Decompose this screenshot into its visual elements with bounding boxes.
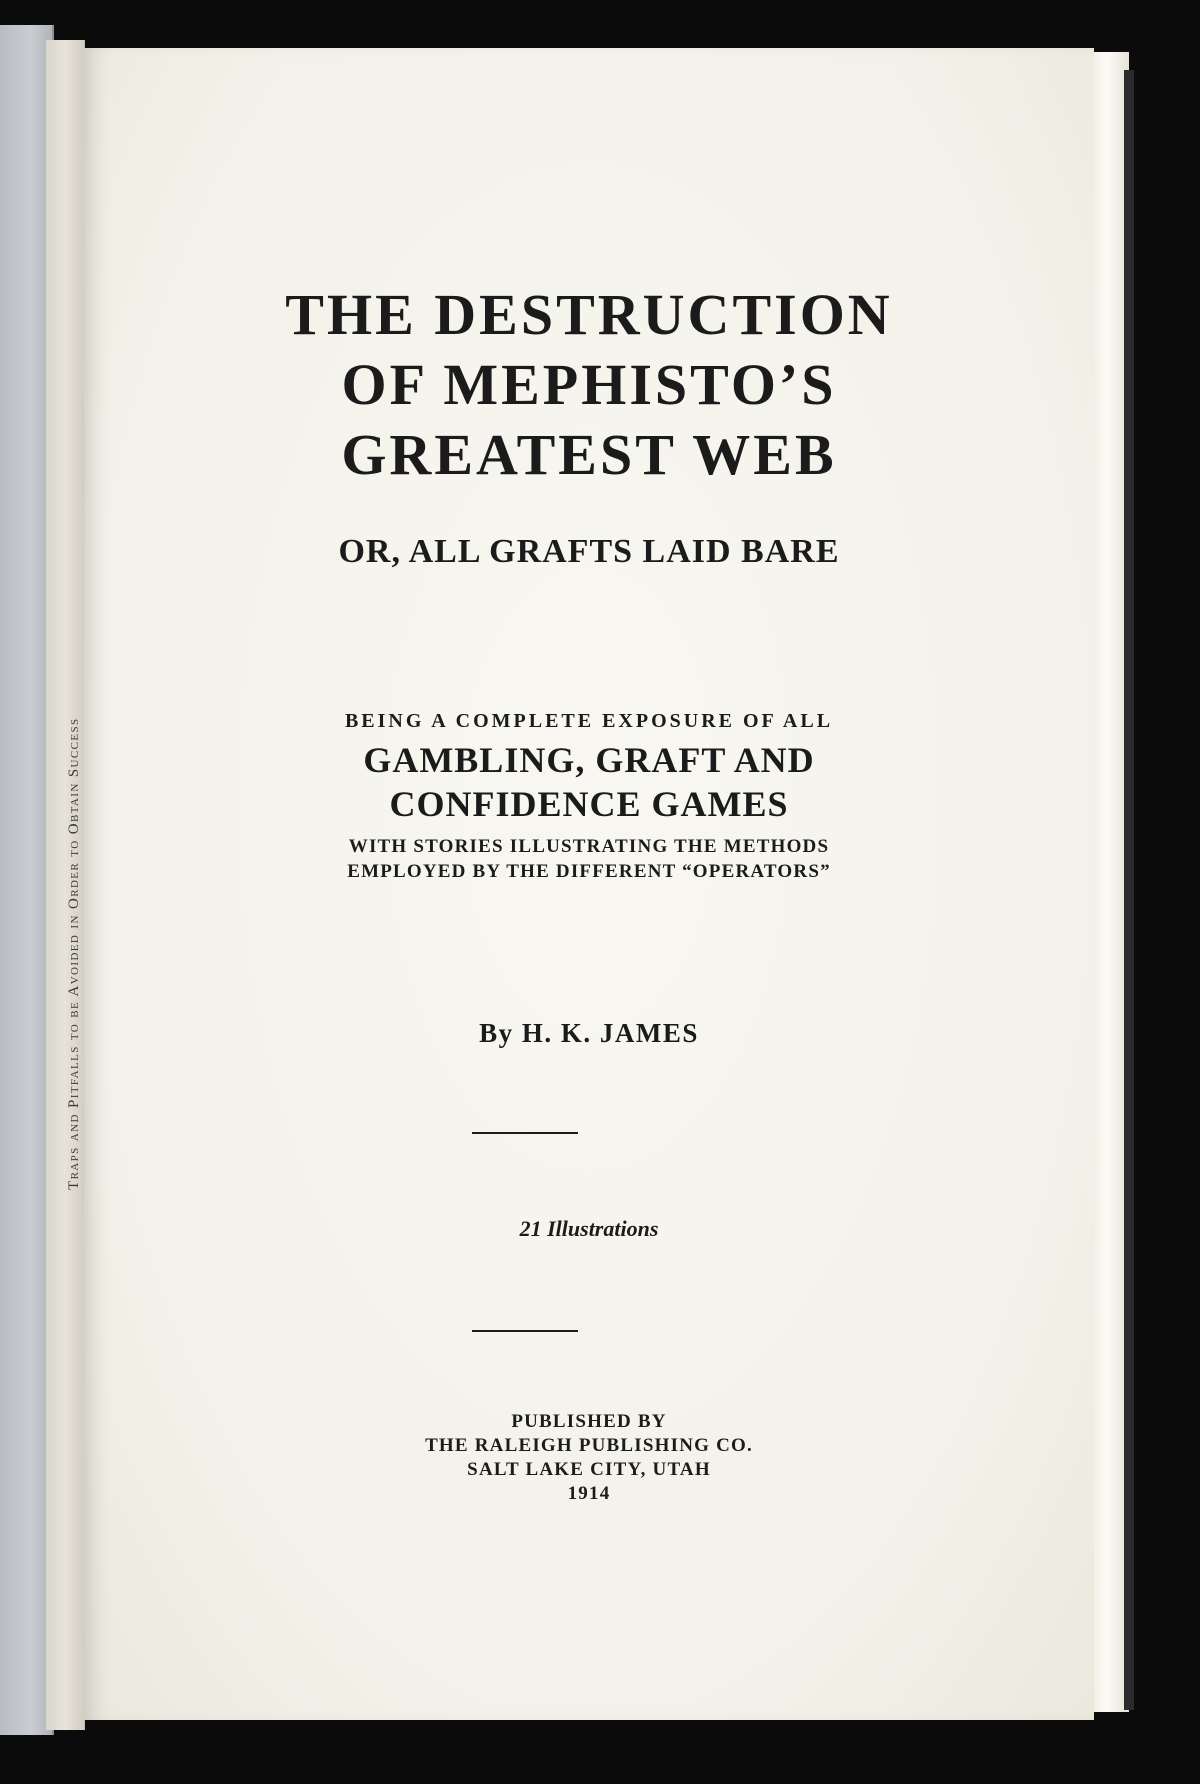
imprint <box>84 1410 1094 1506</box>
publisher-name: THE RALEIGH PUBLISHING CO. <box>425 1435 753 1456</box>
description-lead: BEING A COMPLETE EXPOSURE OF ALL <box>344 710 834 732</box>
emphasis-line-2: CONFIDENCE GAMES <box>389 784 789 824</box>
published-by: PUBLISHED BY <box>511 1411 667 1432</box>
title-page <box>84 48 1094 1720</box>
spine-title: Traps and Pitfalls to be Avoided in Order to Obtain Success <box>66 717 82 1190</box>
book-cover-right <box>1124 70 1134 1710</box>
publisher-place: SALT LAKE CITY, UTAH <box>467 1459 711 1480</box>
book-subtitle: OR, ALL GRAFTS LAID BARE <box>338 533 840 570</box>
title-line-2: OF MEPHISTO’S <box>341 352 837 417</box>
divider-rule-1 <box>472 1132 578 1134</box>
detail-line-1: WITH STORIES ILLUSTRATING THE METHODS <box>348 836 830 857</box>
illustrations-note: 21 Illustrations <box>519 1216 659 1241</box>
title-line-3: GREATEST WEB <box>341 422 837 487</box>
description-detail <box>84 834 1094 884</box>
divider-rule-2 <box>472 1330 578 1332</box>
publication-year: 1914 <box>567 1483 611 1504</box>
title-line-1: THE DESTRUCTION <box>285 282 893 347</box>
author-line: By H. K. JAMES <box>479 1018 699 1048</box>
description-emphasis <box>84 738 1094 826</box>
emphasis-line-1: GAMBLING, GRAFT AND <box>363 740 815 780</box>
detail-line-2: EMPLOYED BY THE DIFFERENT “OPERATORS” <box>347 861 831 882</box>
book-title <box>84 280 1094 490</box>
